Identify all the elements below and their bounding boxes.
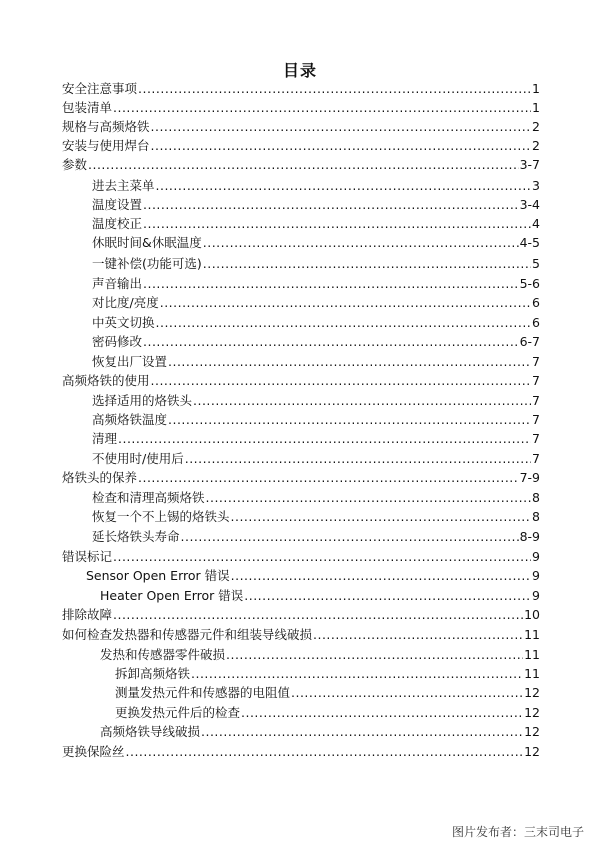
toc-entry-page: 9 [532, 549, 540, 564]
watermark-caption: 图片发布者：三末司电子 [451, 825, 584, 839]
toc-entry-label: 密码修改 [92, 334, 143, 349]
toc-entry-label: 进去主菜单 [92, 178, 155, 193]
toc-entry-label: 声音输出 [92, 276, 143, 291]
toc-entry-page: 11 [524, 647, 540, 662]
toc-entry-page: 6 [532, 295, 540, 310]
toc-entry-page: 1 [532, 100, 540, 115]
toc-entry[interactable] [92, 450, 540, 468]
toc-entry-label: 检查和清理高频烙铁 [92, 490, 205, 505]
toc-entry-page: 6-7 [519, 334, 540, 349]
toc-leader-dots [88, 156, 519, 174]
toc-entry-page: 1 [532, 81, 540, 96]
toc-leader-dots [168, 411, 531, 429]
toc-entry-page: 8 [532, 509, 540, 524]
toc-leader-dots [151, 118, 532, 136]
toc-entry[interactable] [62, 118, 540, 136]
toc-entry-label: 烙铁头的保养 [62, 470, 138, 485]
toc-leader-dots [113, 99, 531, 117]
toc-leader-dots [156, 177, 532, 195]
toc-entry-page: 4 [532, 216, 540, 231]
toc-entry-label: 更换保险丝 [62, 744, 125, 759]
toc-leader-dots [313, 626, 523, 644]
toc-entry-label: 安全注意事项 [62, 81, 138, 96]
toc-leader-dots [151, 137, 532, 155]
toc-entry-page: 7-9 [519, 470, 540, 485]
toc-leader-dots [138, 469, 519, 487]
toc-entry-label: 错误标记 [62, 549, 113, 564]
toc-entry-page: 9 [532, 568, 540, 583]
toc-entry-page: 7 [532, 412, 540, 427]
toc-entry-page: 12 [524, 724, 540, 739]
toc-entry-page: 7 [532, 451, 540, 466]
toc-entry-label: 排除故障 [62, 607, 113, 622]
toc-entry-label: 选择适用的烙铁头 [92, 393, 193, 408]
toc-leader-dots [118, 430, 531, 448]
toc-entry[interactable] [92, 353, 540, 371]
toc-entry-label: 如何检查发热器和传感器元件和组装导线破损 [62, 627, 313, 642]
toc-entry-label: 中英文切换 [92, 315, 155, 330]
toc-entry-page: 5 [532, 256, 540, 271]
toc-leader-dots [143, 196, 519, 214]
toc-entry-page: 3-4 [519, 197, 540, 212]
toc-entry[interactable] [62, 137, 540, 155]
toc-entry-label: 高频烙铁的使用 [62, 373, 150, 388]
page-title: 目录 [282, 61, 317, 80]
toc-entry-page: 7 [532, 373, 540, 388]
toc-entry-label: 拆卸高频烙铁 [115, 666, 191, 681]
toc-entry[interactable] [62, 743, 540, 761]
toc-entry-page: 2 [532, 138, 540, 153]
toc-entry-label: 恢复出厂设置 [92, 354, 168, 369]
toc-entry-page: 7 [532, 393, 540, 408]
toc-leader-dots [160, 294, 531, 312]
toc-entry[interactable] [92, 430, 540, 448]
toc-entry[interactable] [62, 372, 540, 390]
toc-entry[interactable] [115, 684, 540, 702]
toc-entry[interactable] [92, 333, 540, 351]
toc-leader-dots [143, 333, 519, 351]
toc-entry-page: 9 [532, 588, 540, 603]
toc-entry-label: Heater Open Error 错误 [100, 588, 244, 603]
toc-entry-page: 6 [532, 315, 540, 330]
toc-entry-label: 测量发热元件和传感器的电阻值 [115, 685, 291, 700]
toc-entry-label: 对比度/亮度 [92, 295, 159, 310]
toc-leader-dots [244, 587, 531, 605]
toc-leader-dots [138, 80, 531, 98]
toc-entry[interactable] [62, 606, 540, 624]
toc-entry[interactable] [62, 626, 540, 644]
toc-leader-dots [181, 528, 519, 546]
toc-entry-label: 规格与高频烙铁 [62, 119, 150, 134]
toc-entry-label: 包装清单 [62, 100, 113, 115]
toc-entry[interactable] [115, 665, 540, 683]
toc-entry-label: 高频烙铁温度 [92, 412, 168, 427]
toc-leader-dots [291, 684, 523, 702]
toc-entry[interactable] [62, 156, 540, 174]
toc-entry[interactable] [92, 528, 540, 546]
toc-entry-label: 延长烙铁头寿命 [92, 529, 180, 544]
toc-entry[interactable] [92, 196, 540, 214]
toc-entry-label: 发热和传感器零件破损 [100, 647, 226, 662]
toc-leader-dots [191, 665, 523, 683]
toc-entry[interactable] [62, 469, 540, 487]
toc-entry-label: Sensor Open Error 错误 [86, 568, 230, 583]
toc-entry-page: 8-9 [519, 529, 540, 544]
toc-entry[interactable] [92, 275, 540, 293]
toc-entry[interactable] [62, 80, 540, 98]
toc-entry-page: 12 [524, 744, 540, 759]
toc-leader-dots [126, 743, 524, 761]
toc-leader-dots [113, 548, 531, 566]
toc-entry-label: 更换发热元件后的检查 [115, 705, 241, 720]
toc-entry[interactable] [92, 177, 540, 195]
toc-entry[interactable] [92, 508, 540, 526]
toc-entry-page: 11 [524, 627, 540, 642]
toc-leader-dots [206, 489, 532, 507]
toc-leader-dots [231, 508, 532, 526]
toc-leader-dots [185, 450, 531, 468]
toc-leader-dots [203, 234, 519, 252]
toc-entry-page: 5-6 [519, 276, 540, 291]
toc-entry-label: 休眠时间&休眠温度 [92, 235, 202, 250]
toc-leader-dots [203, 255, 531, 273]
toc-entry-page: 3 [532, 178, 540, 193]
toc-entry-label: 高频烙铁导线破损 [100, 724, 201, 739]
toc-leader-dots [193, 392, 531, 410]
toc-leader-dots [143, 215, 531, 233]
toc-entry[interactable] [100, 587, 540, 605]
toc-entry-page: 10 [524, 607, 540, 622]
toc-entry-page: 12 [524, 685, 540, 700]
toc-leader-dots [168, 353, 531, 371]
toc-entry-page: 7 [532, 431, 540, 446]
toc-leader-dots [113, 606, 523, 624]
toc-entry-page: 3-7 [519, 157, 540, 172]
toc-leader-dots [231, 567, 531, 585]
toc-leader-dots [226, 646, 523, 664]
toc-entry[interactable] [86, 567, 540, 585]
toc-entry[interactable] [100, 646, 540, 664]
toc-entry[interactable] [62, 99, 540, 117]
toc-entry-label: 温度设置 [92, 197, 143, 212]
toc-entry[interactable] [92, 234, 540, 252]
toc-entry-label: 恢复一个不上锡的烙铁头 [92, 509, 230, 524]
toc-entry[interactable] [92, 294, 540, 312]
toc-entry[interactable] [92, 489, 540, 507]
toc-entry-label: 安装与使用焊台 [62, 138, 150, 153]
toc-leader-dots [201, 723, 523, 741]
toc-entry[interactable] [100, 723, 540, 741]
toc-entry-page: 7 [532, 354, 540, 369]
toc-entry[interactable] [62, 548, 540, 566]
toc-entry[interactable] [92, 392, 540, 410]
toc-entry-page: 11 [524, 666, 540, 681]
toc-entry[interactable] [92, 215, 540, 233]
toc-entry-label: 不使用时/使用后 [92, 451, 184, 466]
toc-entry-page: 8 [532, 490, 540, 505]
toc-leader-dots [143, 275, 519, 293]
toc-entry[interactable] [92, 314, 540, 332]
toc-leader-dots [151, 372, 532, 390]
toc-leader-dots [241, 704, 523, 722]
toc-entry-label: 温度校正 [92, 216, 143, 231]
toc-entry[interactable] [92, 411, 540, 429]
toc-entry-page: 4-5 [519, 235, 540, 250]
toc-entry-label: 一键补偿(功能可选) [92, 256, 202, 271]
toc-leader-dots [156, 314, 532, 332]
toc-entry[interactable] [115, 704, 540, 722]
toc-entry-label: 清理 [92, 431, 118, 446]
toc-entry[interactable] [92, 255, 540, 273]
toc-entry-page: 12 [524, 705, 540, 720]
toc-entry-label: 参数 [62, 157, 88, 172]
toc-entry-page: 2 [532, 119, 540, 134]
